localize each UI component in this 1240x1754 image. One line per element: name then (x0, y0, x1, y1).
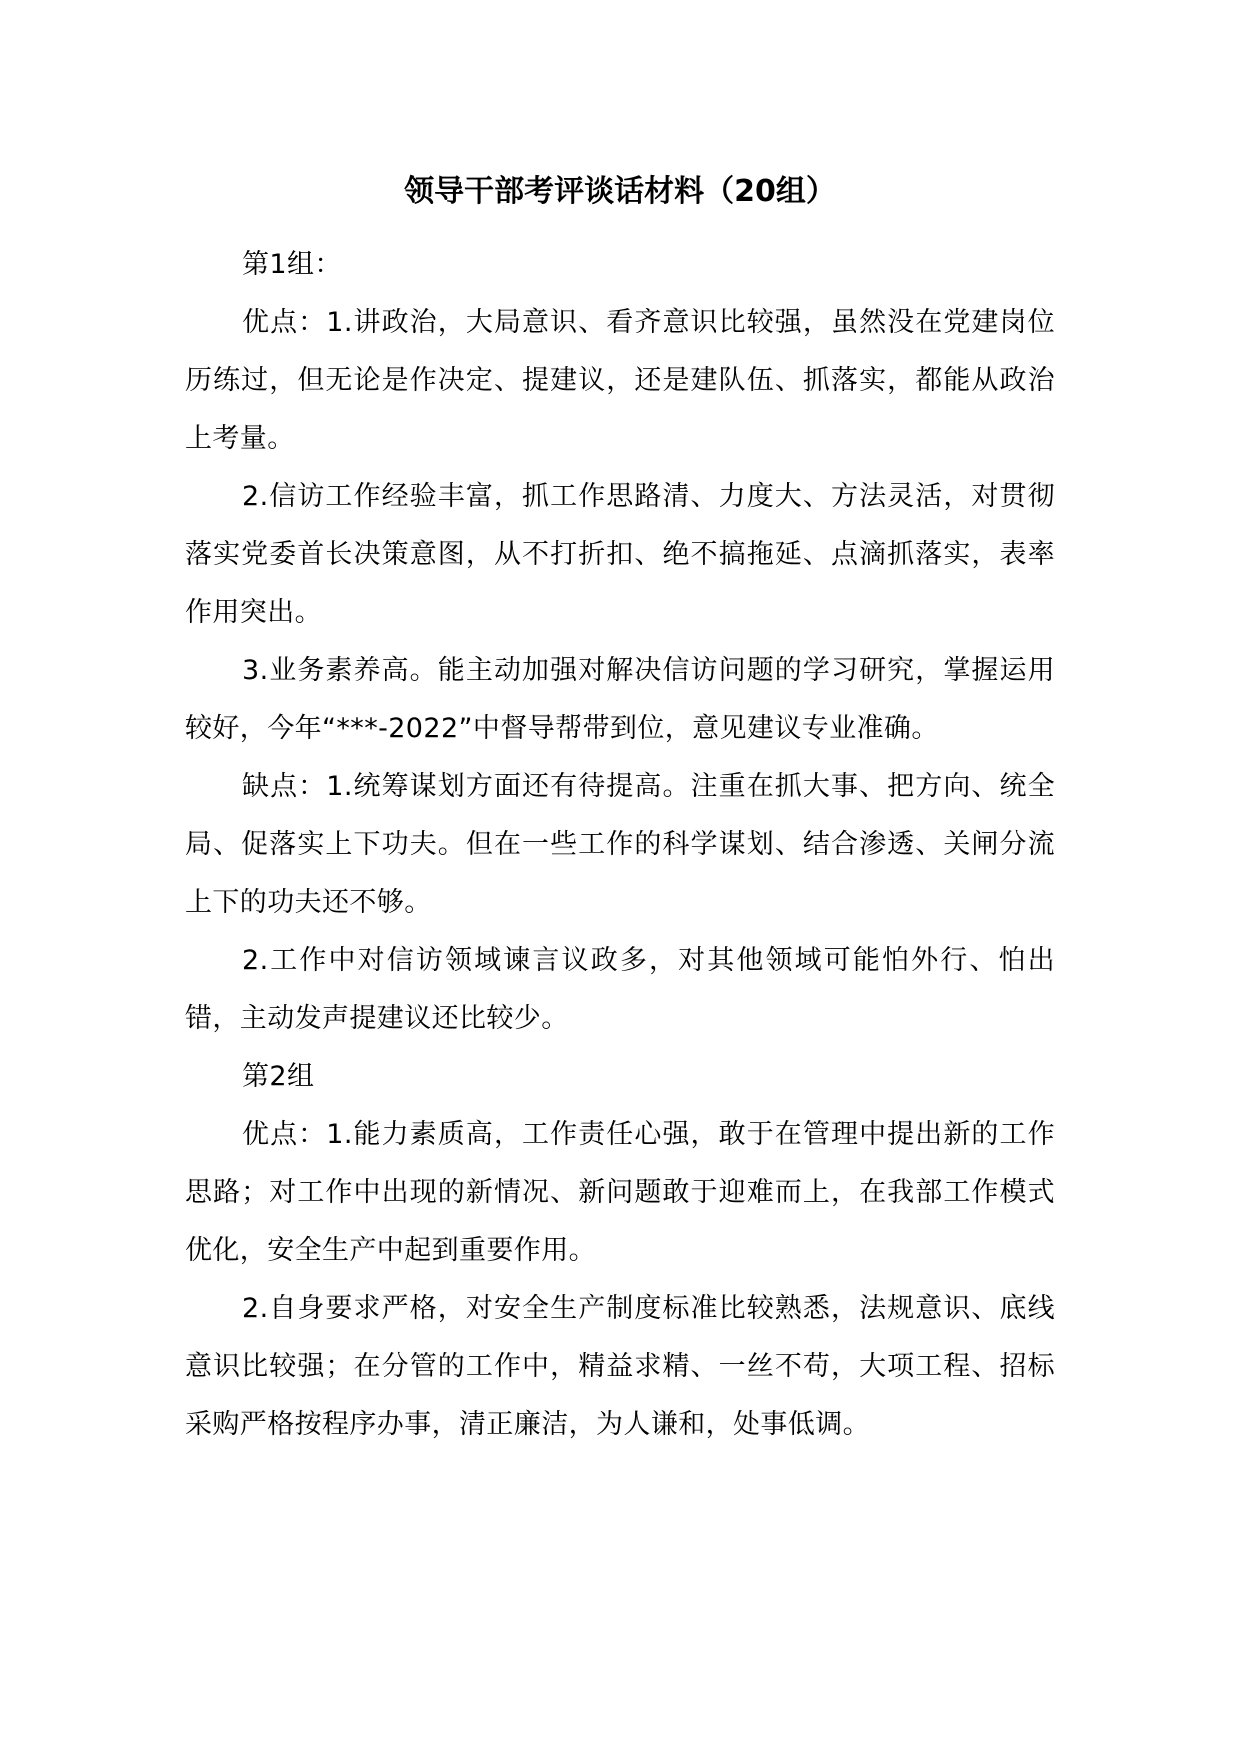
group-1-weakness-2: 2.工作中对信访领域谏言议政多，对其他领域可能怕外行、怕出错，主动发声提建议还比较少。 (185, 945, 1055, 1034)
group-1-heading: 第1组： (242, 249, 342, 280)
group-1-strength-2: 2.信访工作经验丰富，抓工作思路清、力度大、方法灵活，对贯彻落实党委首长决策意图，从不打折扣、绝不搞拖延、点滴抓落实，表率作用突出。 (185, 481, 1055, 628)
group-2-strength-2: 2.自身要求严格，对安全生产制度标准比较熟悉，法规意识、底线意识比较强；在分管的工作中，精益求精、一丝不苟，大项工程、招标采购严格按程序办事，清正廉洁，为人谦和，处事低调。 (185, 1293, 1055, 1440)
group-1-strength-1: 优点：1.讲政治，大局意识、看齐意识比较强，虽然没在党建岗位历练过，但无论是作决定、提建议，还是建队伍、抓落实，都能从政治上考量。 (185, 307, 1055, 454)
group-2-heading: 第2组 (242, 1061, 315, 1092)
document-title: 领导干部考评谈话材料（20组） (404, 174, 836, 209)
document-body (185, 236, 1055, 1454)
group-2-strength-1: 优点：1.能力素质高，工作责任心强，敢于在管理中提出新的工作思路；对工作中出现的新情况、新问题敢于迎难而上，在我部工作模式优化，安全生产中起到重要作用。 (185, 1119, 1055, 1266)
group-1-weakness-1: 缺点：1.统筹谋划方面还有待提高。注重在抓大事、把方向、统全局、促落实上下功夫。但在一些工作的科学谋划、结合渗透、关闸分流上下的功夫还不够。 (185, 771, 1055, 918)
group-1-strength-3: 3.业务素养高。能主动加强对解决信访问题的学习研究，掌握运用较好，今年“***-2022”中督导帮带到位，意见建议专业准确。 (185, 655, 1055, 744)
